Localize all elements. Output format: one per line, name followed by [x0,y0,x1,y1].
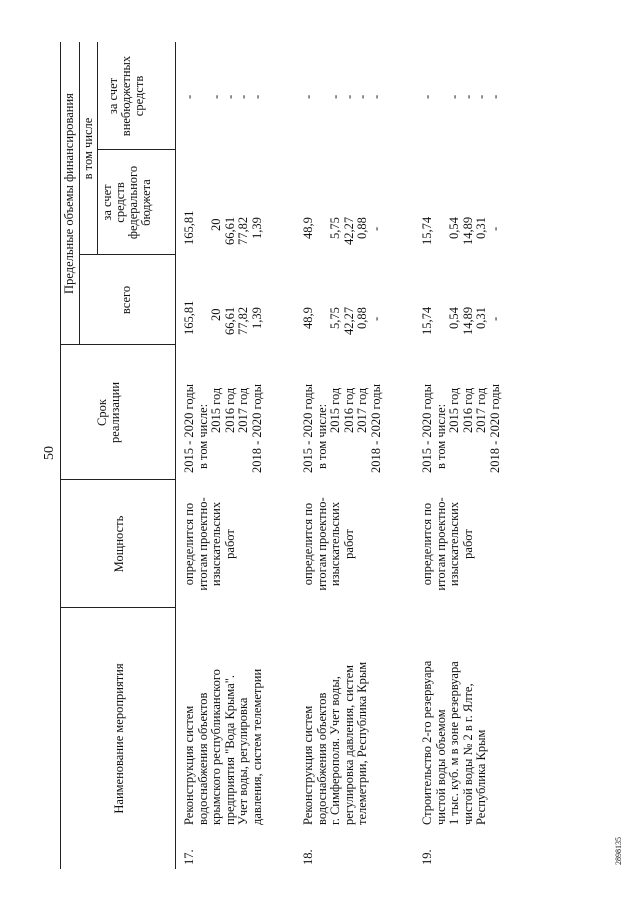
header-funding: Предельные объемы финансирования [62,93,76,294]
row-19-federal: 15,74 0,54 14,89 0,31 - [420,216,502,245]
row-18-name: Реконструкция систем водоснабжения объектов г. Симферополя. Учет воды, регулировка давления, систем телеметрии, Республика Крым [301,661,369,825]
row-18-total: 48,9 5,75 42,27 0,88 - [301,306,383,335]
funding-header-divider [79,42,80,345]
row-19-capacity: определится по итогам проектно- изыскательских работ [420,497,475,591]
row-18-federal: 48,9 5,75 42,27 0,88 - [301,216,383,245]
row-18-extrabudget: - - - - - [301,94,383,99]
header-bottom-border [175,42,176,869]
table-top-border [60,42,61,869]
page-number: 50 [42,446,57,460]
header-total: всего [119,285,133,315]
document-code: 2898135 [614,837,623,865]
row-17-period: 2015 - 2020 годы в том числе: 2015 год 2016 год 2017 год 2018 - 2020 годы [182,383,264,473]
row-17-capacity: определится по итогам проектно- изыскательских работ [182,497,237,591]
row-19-total: 15,74 0,54 14,89 0,31 - [420,306,502,335]
row-19-period: 2015 - 2020 годы в том числе: 2015 год 2016 год 2017 год 2018 - 2020 годы [420,383,502,473]
row-18-period: 2015 - 2020 годы в том числе: 2015 год 2016 год 2017 год 2018 - 2020 годы [301,383,383,473]
row-17-number: 17. [182,849,196,865]
row-19-name: Строительство 2-го резервуара чистой воды объемом 1 тыс. куб. м в зоне резервуара чистой воды № 2 в г. Ялте, Республика Крым [420,660,488,825]
row-19-number: 19. [420,849,434,865]
row-19-extrabudget: - - - - - [420,94,502,99]
header-federal: за счет средств федерального бюджета [100,165,153,240]
header-extrabudget: за счет внебюджетных средств [106,55,146,137]
row-18-capacity: определится по итогам проектно- изыскательских работ [301,497,356,591]
row-17-extrabudget: - - - - - [182,94,264,99]
row-18-number: 18. [301,849,315,865]
header-period: Срок реализации [95,381,122,444]
row-17-total: 165,81 20 66,61 77,82 1,39 [182,300,264,335]
row-17-name: Реконструкция систем водоснабжения объектов крымского республиканского предприятия "Вода Крыма". Учет воды, регулировка давления, систем телеметрии [182,668,264,825]
header-capacity: Мощность [112,515,126,573]
row-17-federal: 165,81 20 66,61 77,82 1,39 [182,210,264,245]
header-name: Наименование мероприятия [112,663,126,814]
header-including: в том числе [81,117,95,180]
